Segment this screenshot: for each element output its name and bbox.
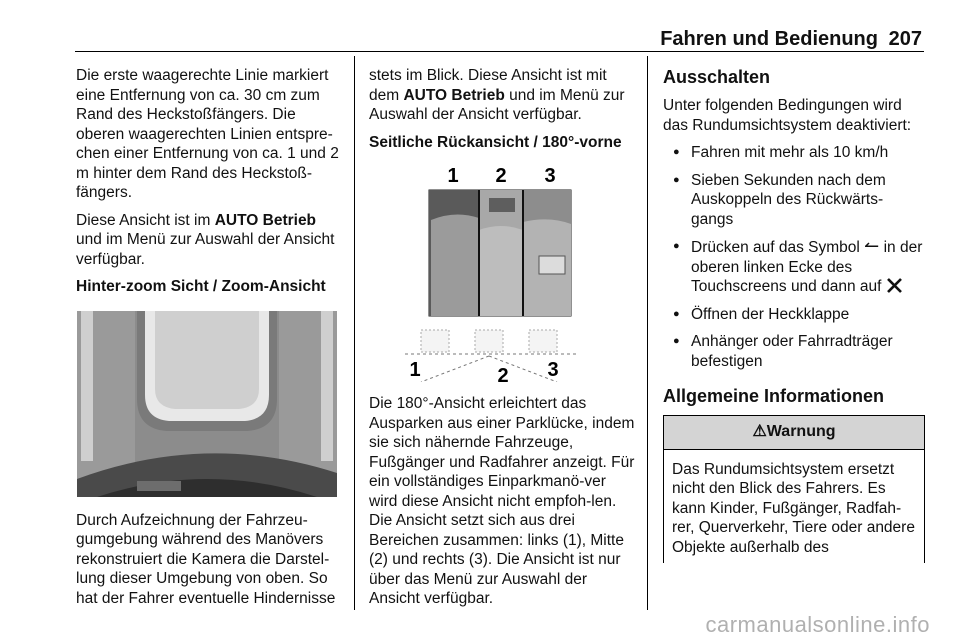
figure-label-top-1: 1 <box>447 165 459 187</box>
column-2 <box>369 66 635 617</box>
paragraph-auto-mode-2 <box>369 66 635 125</box>
paragraph-deactivation-intro: Unter folgenden Bedingungen wird das Rundumsichtsystem deaktiviert: <box>663 97 912 134</box>
paragraph-180-description: Die 180°-Ansicht erleichtert das Ausparken aus einer Parklücke, indem sie sich nähernde Fahrzeuge, Fußgänger und Radfahrer anzeigt. Für ein vollständiges Einparkmanö-ver wird diese Ansicht nicht empfoh-len. Die Ansicht setzt sich aus drei Bereichen zusammen: links (1), Mitte (2) und rechts (3). Die Ansicht ist nur über das Menü zur Auswahl der Ansicht verfügbar. <box>369 395 635 607</box>
figure-label-top-3: 3 <box>544 165 556 187</box>
text-span: stets im Blick. Diese Ansicht ist mit dem <box>369 67 607 104</box>
180-view-figure <box>369 160 635 382</box>
column-divider-left <box>354 56 355 610</box>
header-rule <box>75 51 924 52</box>
subheading-zoom-view: Hinter-zoom Sicht / Zoom-Ansicht <box>76 278 326 295</box>
figure-label-top-2: 2 <box>495 165 507 187</box>
page-number: 207 <box>888 28 922 50</box>
heading-switch-off: Ausschalten <box>663 67 771 87</box>
list-item: ● Öffnen der Heckklappe <box>663 305 925 325</box>
list-item: ● Anhänger oder Fahrradträger befestigen <box>663 332 925 371</box>
warning-icon: ⚠ <box>752 423 767 440</box>
header-title: Fahren und Bedienung <box>660 28 878 50</box>
back-arrow-icon: ↼ <box>864 236 880 256</box>
page-header <box>0 0 960 52</box>
column-1 <box>76 66 342 616</box>
text-span: Diese Ansicht ist im <box>76 211 215 229</box>
text-span: Drücken auf das Symbol <box>691 239 860 256</box>
camera-view-panels <box>429 190 571 316</box>
text-span: und im Menü zur Auswahl der Ansicht verfügbar. <box>76 231 335 268</box>
deactivation-list <box>663 143 925 371</box>
list-item: ● Sieben Sekunden nach dem Auskoppeln des Rückwärts-gangs <box>663 171 925 230</box>
text-span: und im Menü zur Auswahl der Ansicht verfügbar. <box>369 86 625 123</box>
close-icon <box>886 278 903 293</box>
figure-label-bottom-3: 3 <box>547 359 559 381</box>
paragraph-auto-mode <box>76 211 342 270</box>
paragraph-lines-distance: Die erste waagerechte Linie markiert eine Entfernung von ca. 30 cm zum Rand des Heckstoßfängers. Die oberen waagerechten Linien entspre-chen einer Entfernung von ca. 1 und 2 m hinter dem Rand des Heckstoß-fängers. <box>76 67 339 201</box>
column-divider-right <box>647 56 648 610</box>
warning-title: Warnung <box>766 423 836 440</box>
warning-box <box>663 415 925 563</box>
figure-label-bottom-1: 1 <box>409 359 421 381</box>
warning-text: Das Rundumsichtsystem ersetzt nicht den Blick des Fahrers. Es kann Kinder, Fußgänger, Radfah-rer, Querverkehr, Tiere oder andere Objekte außerhalb des <box>672 460 915 556</box>
text-span: in der oberen linken Ecke des Touchscreens und dann auf <box>691 239 923 295</box>
column-3 <box>663 66 925 563</box>
watermark: carmanualsonline.info <box>705 612 930 637</box>
bold-term: AUTO Betrieb <box>403 86 505 104</box>
subheading-180-view: Seitliche Rückansicht / 180°-vorne <box>369 133 622 151</box>
list-item <box>663 237 925 297</box>
warning-header <box>664 416 924 450</box>
bold-term: AUTO Betrieb <box>214 211 317 229</box>
list-item: ● Fahren mit mehr als 10 km/h <box>663 143 925 163</box>
heading-general-info: Allgemeine Informationen <box>663 386 885 406</box>
zoom-view-figure <box>77 311 337 497</box>
figure-label-bottom-2: 2 <box>497 365 509 382</box>
paragraph-zoom-description: Durch Aufzeichnung der Fahrzeu-gumgebung während des Manövers rekonstruiert die Kamera die Darstel-lung dieser Umgebung von oben. So hat der Fahrer eventuelle Hindernisse <box>76 511 336 607</box>
